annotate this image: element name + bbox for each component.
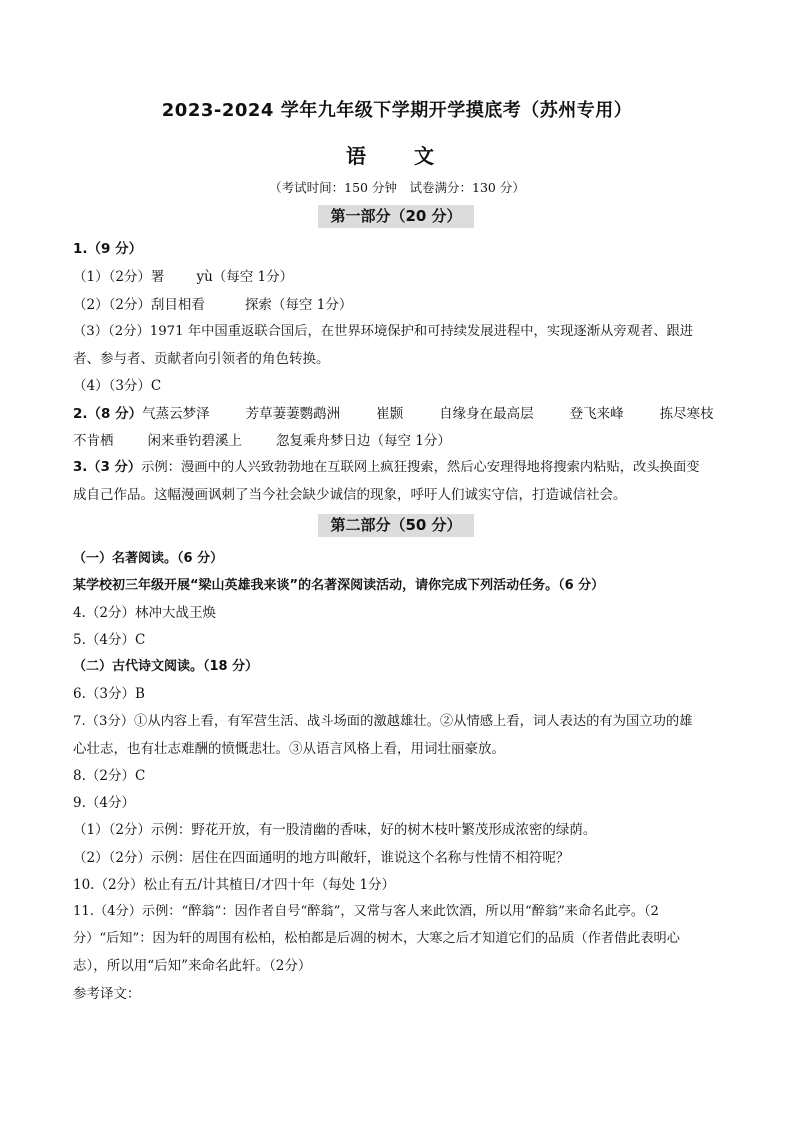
q2-item: 崔颢 [376, 406, 404, 422]
q11-line2: 分）“后知”：因为轩的周围有松柏，松柏都是后凋的树木，大寒之后才知道它们的品质（作者借此表明心 [73, 931, 680, 946]
q1-1-a: （1）（2分）署 [73, 269, 165, 285]
part2-heading: 第二部分（50 分） [318, 514, 474, 537]
q6-answer: 6.（3分）B [73, 686, 145, 702]
q8-answer: 8.（2分）C [73, 768, 146, 784]
q1-2-answer [73, 296, 723, 314]
q1-label: 1.（9 分） [73, 241, 143, 257]
q11-line1: 11.（4分）示例：“醉翁”：因作者自号“醉翁”，又常与客人来此饮酒，所以用“醉翁”来命名此亭。（2 [73, 904, 659, 919]
q1-1-b: yù（每空 1分） [196, 269, 294, 285]
q1-3-line2: 者、参与者、贡献者向引领者的角色转换。 [73, 351, 330, 367]
q2-answer-line1 [73, 405, 723, 423]
q3-answer-line1 [73, 459, 723, 477]
q4-answer: 4.（2分）林冲大战王焕 [73, 605, 216, 621]
q2-item: 芳草萋萋鹦鹉洲 [245, 406, 341, 422]
section1-intro: 某学校初三年级开展“梁山英雄我来谈”的名著深阅读活动，请你完成下列活动任务。（6 分） [73, 578, 605, 593]
q1-2-a: （2）（2分）刮目相看 [73, 297, 205, 313]
q1-4-answer: （4）（3分）C [73, 378, 162, 394]
part1-heading: 第一部分（20 分） [318, 205, 474, 228]
q3-label: 3.（3 分） [73, 460, 142, 475]
q9-2-answer: （2）（2分）示例：居住在四面通明的地方叫敞轩，谁说这个名称与性情不相符呢？ [73, 850, 570, 866]
q5-answer: 5.（4分）C [73, 632, 146, 648]
q2-label: 2.（8 分） [73, 406, 143, 422]
section1-label: （一）名著阅读。（6 分） [73, 551, 224, 566]
q2-item: 气蒸云梦泽 [142, 406, 210, 422]
q3-text: 示例：漫画中的人兴致勃勃地在互联网上疯狂搜索，然后心安理得地将搜索内粘贴，改头换面变 [141, 460, 700, 475]
exam-info: （考试时间：150 分钟 试卷满分：130 分） [269, 180, 525, 195]
q2-item: 拣尽寒枝 [659, 406, 714, 422]
q2-item: 闲来垂钓碧溪上 [147, 433, 242, 449]
q2-item: 自缘身在最高层 [439, 406, 534, 422]
section2-label: （二）古代诗文阅读。（18 分） [73, 659, 259, 674]
q7-line1: 7.（3分）①从内容上看，有军营生活、战斗场面的激越雄壮。②从情感上看，词人表达的有为国立功的雄 [73, 714, 693, 729]
q7-line2: 心壮志，也有壮志难酬的愤慨悲壮。③从语言风格上看，用词壮丽豪放。 [73, 741, 505, 757]
q2-item: 登飞来峰 [569, 406, 624, 422]
subject-title: 语 文 [346, 144, 448, 168]
q11-line3: 志），所以用“后知”来命名此轩。（2分） [73, 958, 312, 974]
q1-1-answer [73, 268, 723, 286]
q10-answer: 10.（2分）松止有五/计其植日/才四十年（每处 1分） [73, 877, 396, 893]
q3-answer-line2: 成自己作品。这幅漫画讽刺了当今社会缺少诚信的现象，呼吁人们诚实守信，打造诚信社会。 [73, 487, 627, 503]
reference-translation-label: 参考译文： [73, 986, 141, 1002]
q2-item: 忽复乘舟梦日边（每空 1分） [276, 433, 451, 449]
q1-3-line1: （3）（2分）1971 年中国重返联合国后，在世界环境保护和可持续发展进程中，实现逐渐从旁观者、跟进 [73, 324, 694, 339]
page-title: 2023-2024 学年九年级下学期开学摸底考（苏州专用） [161, 100, 633, 121]
q2-answer-line2 [73, 432, 723, 450]
q9-1-answer: （1）（2分）示例：野花开放，有一股清幽的香味，好的树木枝叶繁茂形成浓密的绿荫。 [73, 822, 597, 838]
q2-item: 不肯栖 [73, 433, 114, 449]
q9-label: 9.（4分） [73, 795, 135, 811]
q1-2-b: 探索（每空 1分） [244, 297, 353, 313]
